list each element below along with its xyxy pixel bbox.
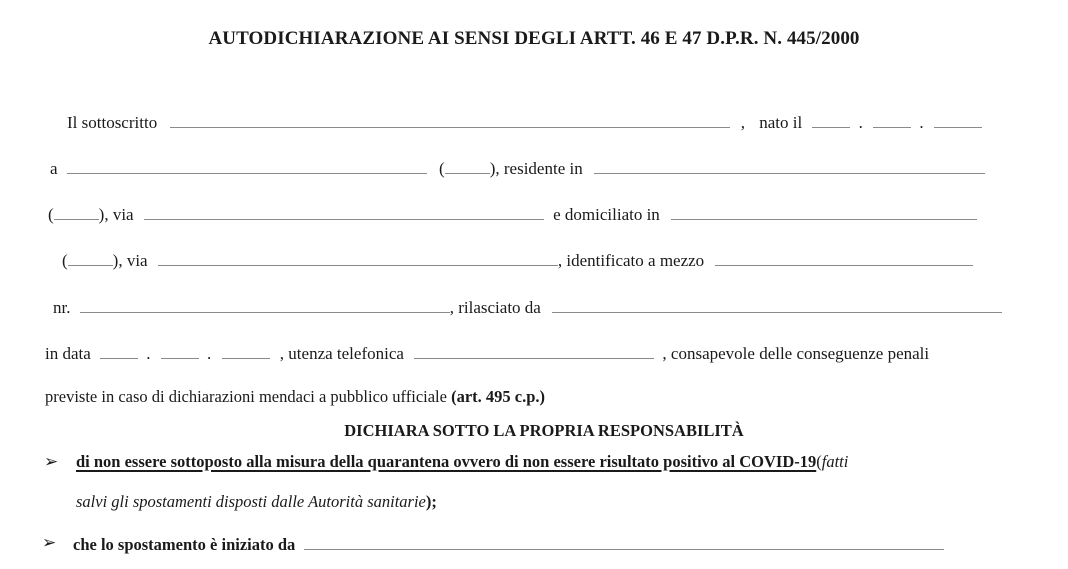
domicile-city-field[interactable] — [671, 203, 977, 220]
paren-open: ( — [62, 251, 68, 270]
birth-month-field[interactable] — [873, 111, 911, 128]
declaration-item-quarantine-cont — [76, 492, 437, 514]
issued-by-field[interactable] — [552, 296, 1002, 313]
declaration-heading: DICHIARA SOTTO LA PROPRIA RESPONSABILITÀ — [344, 421, 744, 440]
residence-city-field[interactable] — [594, 157, 985, 174]
row-penal-warning — [45, 387, 545, 409]
label-sottoscritto: Il sottoscritto — [67, 113, 158, 132]
date-separator: . — [858, 113, 863, 132]
row-document-number — [53, 296, 1002, 318]
departure-label: che lo spostamento è iniziato da — [73, 535, 296, 554]
id-document-field[interactable] — [715, 249, 973, 266]
label-via: ), via — [98, 205, 134, 224]
label-identificato-a-mezzo: , identificato a mezzo — [557, 251, 705, 270]
closing-punctuation: ); — [425, 492, 437, 511]
label-domiciliato-in: e domiciliato in — [553, 205, 660, 224]
label-utenza-telefonica: , utenza telefonica — [279, 344, 404, 363]
issue-day-field[interactable] — [100, 342, 138, 359]
row-sottoscritto — [67, 111, 982, 133]
declaration-item-quarantine — [76, 452, 848, 474]
exception-text-start: fatti — [821, 452, 849, 471]
date-separator: . — [146, 344, 151, 363]
comma: , — [740, 113, 745, 132]
birth-year-field[interactable] — [934, 111, 982, 128]
birthplace-field[interactable] — [67, 157, 427, 174]
paren-open: ( — [816, 452, 822, 471]
paren-open: ( — [439, 159, 445, 178]
label-consapevole: , consapevole delle conseguenze penali — [662, 344, 930, 363]
page-title: AUTODICHIARAZIONE AI SENSI DEGLI ARTT. 46 E 47 D.P.R. N. 445/2000 — [208, 28, 860, 49]
row-residence-address — [48, 203, 977, 225]
date-separator: . — [207, 344, 212, 363]
declaration-item-departure — [73, 533, 944, 555]
label-in-data: in data — [45, 344, 91, 363]
exception-text: salvi gli spostamenti disposti dalle Autorità sanitarie — [76, 492, 426, 511]
label-residente-in: ), residente in — [489, 159, 583, 178]
paren-open: ( — [48, 205, 54, 224]
quarantine-statement: di non essere sottoposto alla misura della quarantena ovvero di non essere risultato positivo al COVID-19 — [76, 452, 817, 471]
birth-day-field[interactable] — [812, 111, 850, 128]
row-domicile-address — [62, 249, 973, 271]
domicile-province-field[interactable] — [68, 249, 113, 266]
row-issue-date-phone — [45, 342, 929, 364]
name-field[interactable] — [170, 111, 730, 128]
residence-province-field[interactable] — [54, 203, 99, 220]
arrow-bullet-icon: ➢ — [42, 533, 57, 552]
penal-warning-text: previste in caso di dichiarazioni mendaci a pubblico ufficiale — [45, 387, 447, 406]
document-number-field[interactable] — [80, 296, 450, 313]
penal-article: (art. 495 c.p.) — [451, 387, 546, 406]
date-separator: . — [919, 113, 924, 132]
residence-street-field[interactable] — [144, 203, 544, 220]
departure-field[interactable] — [304, 533, 944, 550]
row-birthplace — [50, 157, 985, 179]
arrow-bullet-icon: ➢ — [44, 452, 59, 471]
label-nato-il: nato il — [759, 113, 803, 132]
label-nr: nr. — [53, 298, 71, 317]
label-a: a — [50, 159, 58, 178]
domicile-street-field[interactable] — [158, 249, 558, 266]
phone-field[interactable] — [414, 342, 654, 359]
birth-province-field[interactable] — [445, 157, 490, 174]
issue-year-field[interactable] — [222, 342, 270, 359]
issue-month-field[interactable] — [161, 342, 199, 359]
label-rilasciato-da: , rilasciato da — [449, 298, 541, 317]
label-via: ), via — [112, 251, 148, 270]
